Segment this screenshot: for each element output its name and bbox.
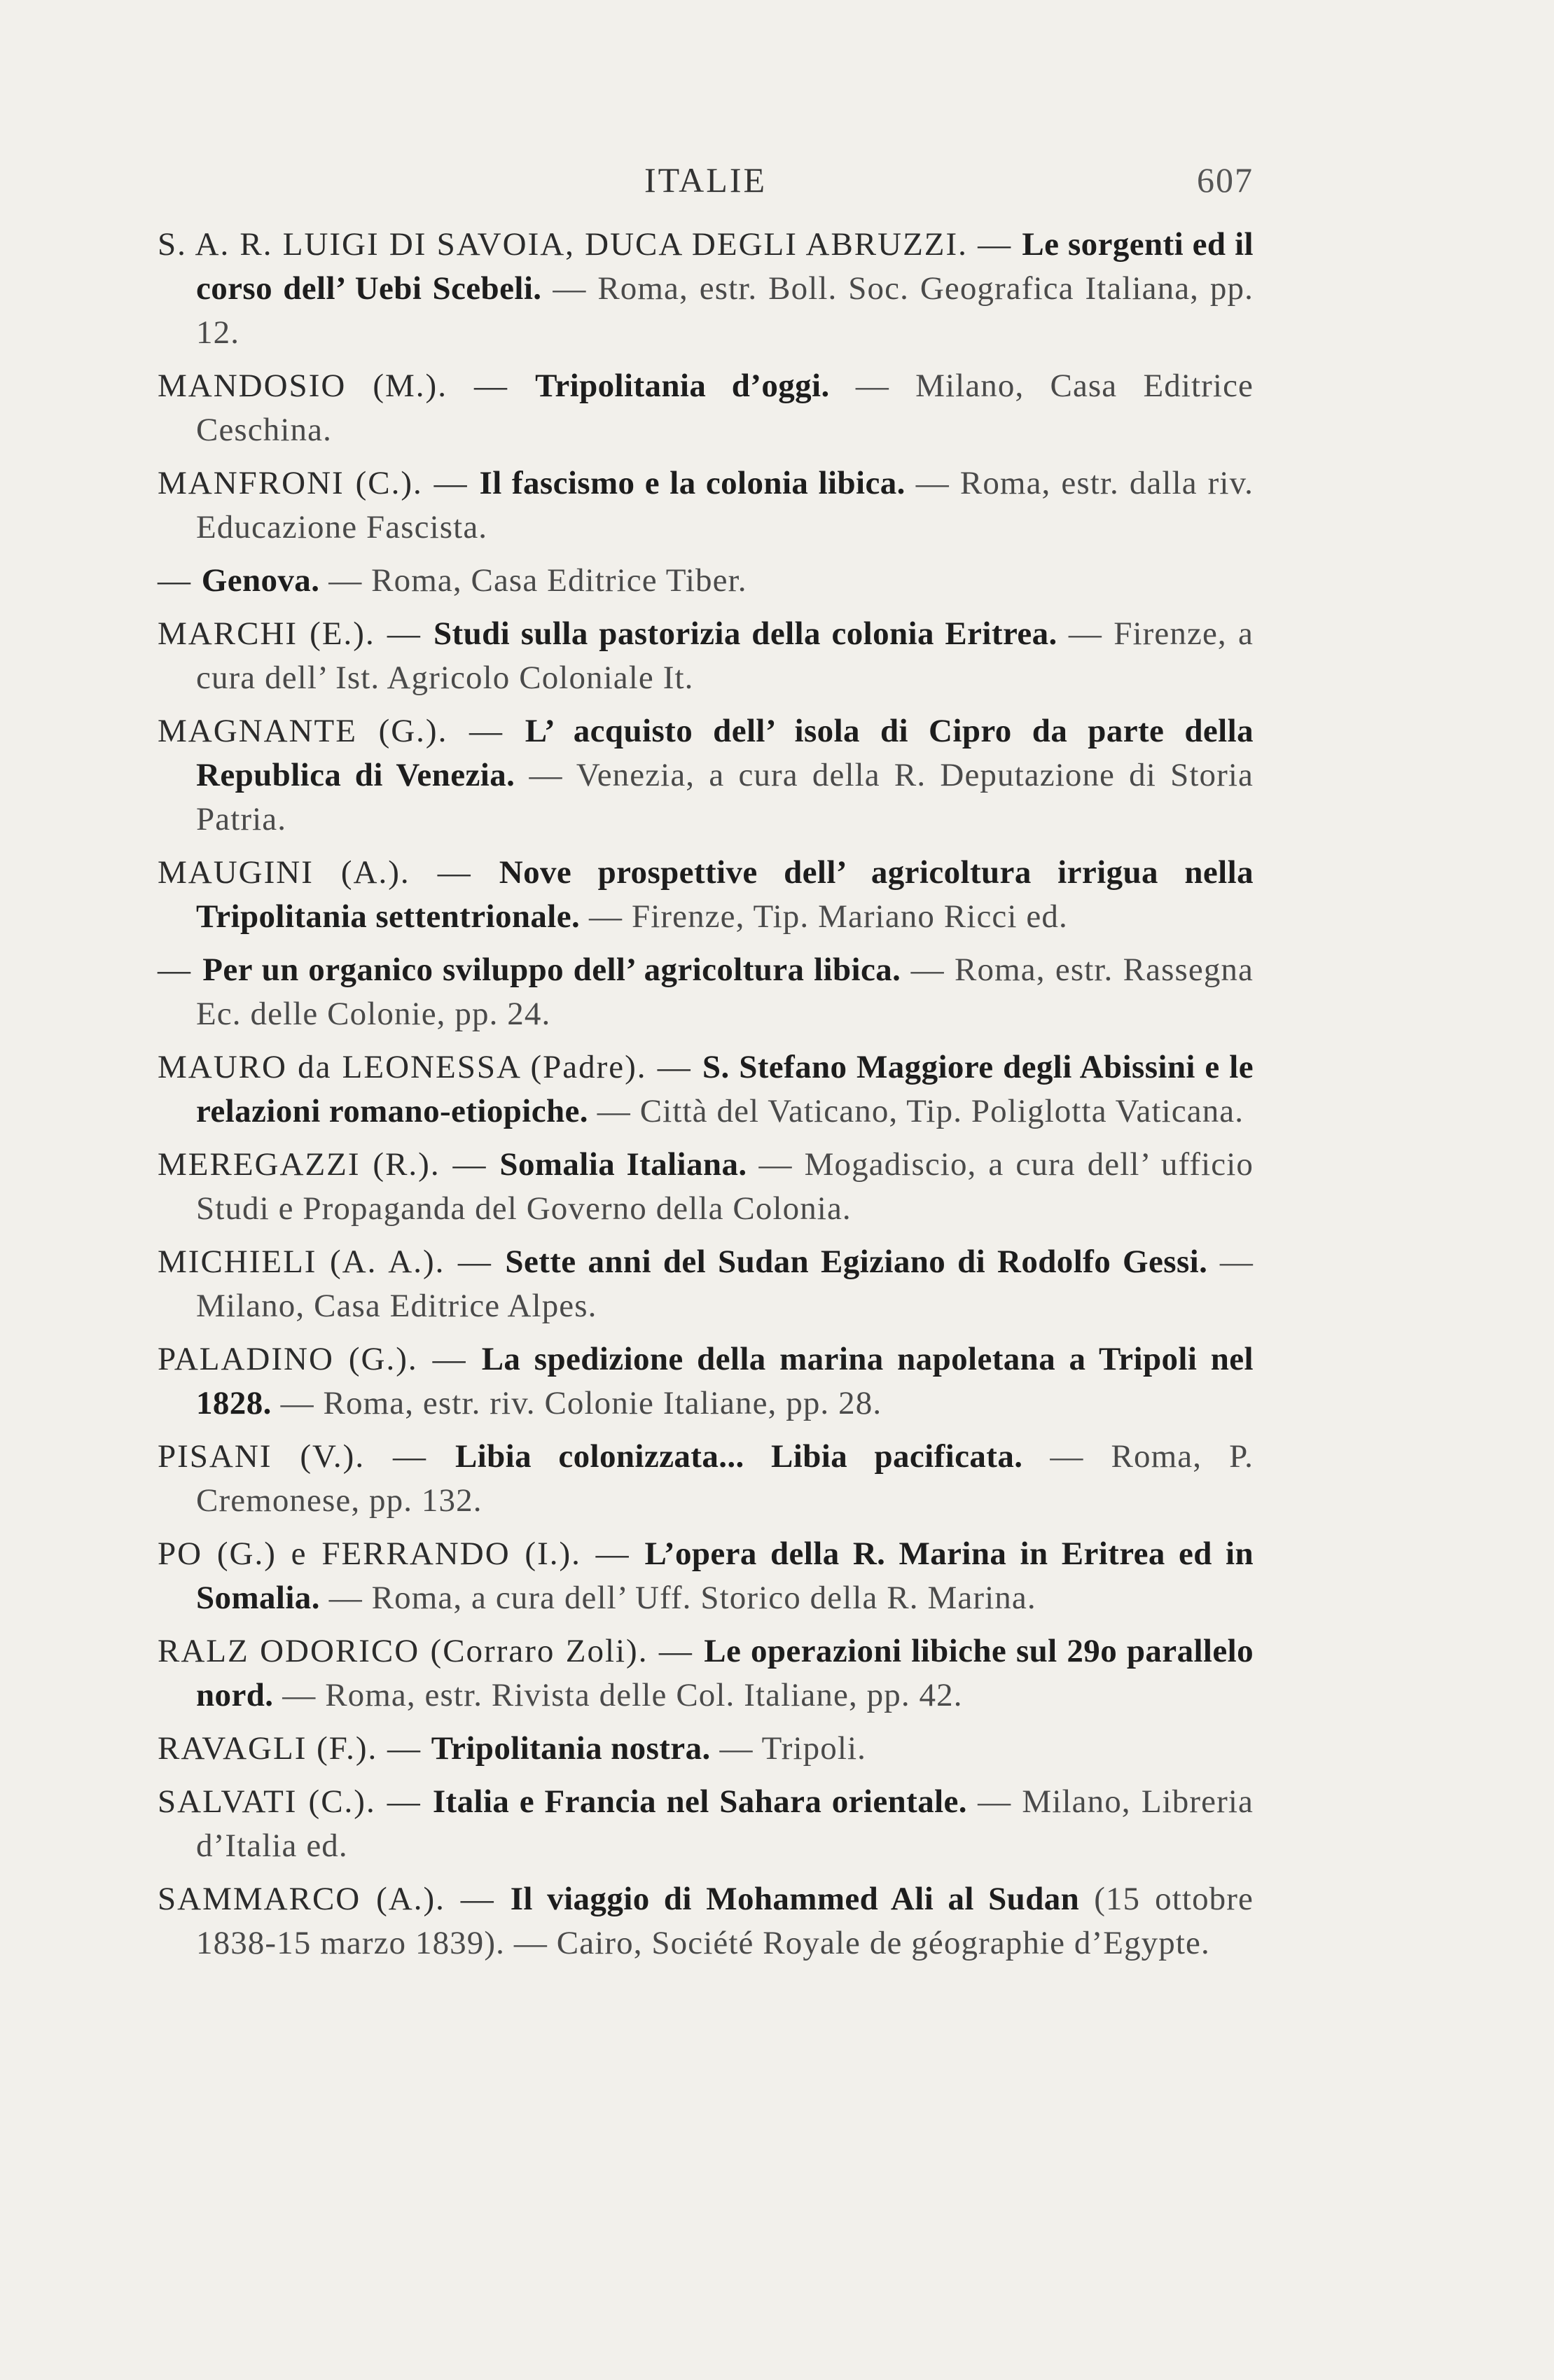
entry-title: Somalia Italiana.	[499, 1146, 747, 1183]
entry-author: MAURO da LEONESSA (Padre). —	[158, 1049, 702, 1085]
entry-publication: — Milano, Casa Editrice Ceschina.	[196, 368, 1254, 448]
entry-publication: — Mogadiscio, a cura dell’ ufficio Studi e Propaganda del Governo della Colonia.	[196, 1146, 1254, 1227]
bibliography-entry	[158, 1240, 1254, 1328]
bibliography-list	[158, 223, 1254, 1975]
entry-title: Studi sulla pastorizia della colonia Eritrea.	[433, 615, 1057, 652]
entry-title: Genova.	[201, 562, 320, 599]
entry-publication: — Venezia, a cura della R. Deputazione di Storia Patria.	[196, 757, 1254, 837]
entry-publication: — Roma, P. Cremonese, pp. 132.	[196, 1438, 1254, 1519]
entry-author: SAMMARCO (A.). —	[158, 1881, 511, 1917]
entry-title: Le sorgenti ed il corso dell’ Uebi Scebeli.	[196, 226, 1254, 307]
bibliography-entry	[158, 612, 1254, 700]
entry-title: L’ acquisto dell’ isola di Cipro da parte della Republica di Venezia.	[196, 713, 1254, 793]
entry-author: —	[158, 562, 202, 599]
bibliography-entry	[158, 948, 1254, 1036]
entry-title: Il viaggio di Mohammed Ali al Sudan	[510, 1881, 1080, 1917]
bibliography-entry	[158, 851, 1254, 939]
bibliography-entry	[158, 1877, 1254, 1965]
bibliography-entry	[158, 709, 1254, 842]
bibliography-entry	[158, 364, 1254, 452]
entry-author: —	[158, 952, 203, 988]
bibliography-entry	[158, 223, 1254, 355]
entry-author: S. A. R. LUIGI DI SAVOIA, DUCA DEGLI ABRUZZI. —	[158, 226, 1022, 263]
bibliography-entry	[158, 1045, 1254, 1134]
entry-author: PO (G.) e FERRANDO (I.). —	[158, 1536, 645, 1572]
entry-title: Tripolitania nostra.	[431, 1730, 711, 1767]
entry-title: La spedizione della marina napoletana a Tripoli nel 1828.	[196, 1341, 1254, 1421]
page-header	[158, 160, 1254, 209]
entry-author: MEREGAZZI (R.). —	[158, 1146, 500, 1183]
entry-author: MICHIELI (A. A.). —	[158, 1244, 506, 1280]
bibliography-entry	[158, 1727, 1254, 1771]
entry-author: PISANI (V.). —	[158, 1438, 455, 1475]
entry-publication: — Città del Vaticano, Tip. Poliglotta Vaticana.	[588, 1093, 1244, 1129]
entry-author: MARCHI (E.). —	[158, 615, 434, 652]
bibliography-entry	[158, 559, 1254, 603]
bibliography-entry	[158, 1143, 1254, 1231]
bibliography-entry	[158, 1435, 1254, 1523]
entry-publication: — Milano, Libreria d’Italia ed.	[196, 1783, 1254, 1864]
entry-author: MANFRONI (C.). —	[158, 465, 480, 501]
entry-publication: — Firenze, a cura dell’ Ist. Agricolo Coloniale It.	[196, 615, 1254, 696]
entry-author: PALADINO (G.). —	[158, 1341, 482, 1377]
entry-publication: — Roma, estr. Boll. Soc. Geografica Italiana, pp. 12.	[196, 270, 1254, 351]
entry-publication: — Roma, Casa Editrice Tiber.	[319, 562, 747, 599]
entry-title: Il fascismo e la colonia libica.	[479, 465, 906, 501]
entry-publication: — Roma, estr. riv. Colonie Italiane, pp. 28.	[271, 1385, 882, 1421]
running-title: ITALIE	[644, 160, 768, 200]
bibliography-entry	[158, 1780, 1254, 1868]
entry-title: Nove prospettive dell’ agricoltura irrigua nella Tripolitania settentrionale.	[196, 854, 1254, 935]
bibliography-entry	[158, 1532, 1254, 1620]
entry-title: Per un organico sviluppo dell’ agricoltura libica.	[202, 952, 901, 988]
entry-publication: — Tripoli.	[710, 1730, 867, 1767]
entry-publication: — Firenze, Tip. Mariano Ricci ed.	[580, 898, 1068, 935]
entry-author: MANDOSIO (M.). —	[158, 368, 536, 404]
bibliography-entry	[158, 1629, 1254, 1718]
entry-publication: (15 ottobre 1838-15 marzo 1839). — Cairo, Société Royale de géographie d’Egypte.	[196, 1881, 1254, 1961]
entry-title: Italia e Francia nel Sahara orientale.	[432, 1783, 967, 1820]
entry-title: Le operazioni libiche sul 29o parallelo nord.	[196, 1633, 1254, 1713]
entry-author: SALVATI (C.). —	[158, 1783, 433, 1820]
entry-title: L’opera della R. Marina in Eritrea ed in Somalia.	[196, 1536, 1254, 1616]
entry-publication: — Milano, Casa Editrice Alpes.	[196, 1244, 1254, 1324]
entry-author: RALZ ODORICO (Corraro Zoli). —	[158, 1633, 705, 1669]
bibliography-entry	[158, 461, 1254, 550]
entry-author: MAUGINI (A.). —	[158, 854, 499, 891]
entry-publication: — Roma, a cura dell’ Uff. Storico della R. Marina.	[319, 1580, 1036, 1616]
entry-publication: — Roma, estr. Rassegna Ec. delle Colonie, pp. 24.	[196, 952, 1254, 1032]
entry-title: S. Stefano Maggiore degli Abissini e le relazioni romano-etiopiche.	[196, 1049, 1254, 1129]
entry-title: Libia colonizzata... Libia pacificata.	[455, 1438, 1023, 1475]
entry-author: RAVAGLI (F.). —	[158, 1730, 431, 1767]
entry-title: Tripolitania d’oggi.	[535, 368, 830, 404]
page-number: 607	[1197, 160, 1254, 200]
entry-title: Sette anni del Sudan Egiziano di Rodolfo Gessi.	[505, 1244, 1208, 1280]
bibliography-entry	[158, 1337, 1254, 1426]
entry-publication: — Roma, estr. dalla riv. Educazione Fascista.	[196, 465, 1254, 545]
entry-publication: — Roma, estr. Rivista delle Col. Italiane, pp. 42.	[273, 1677, 963, 1713]
entry-author: MAGNANTE (G.). —	[158, 713, 525, 749]
